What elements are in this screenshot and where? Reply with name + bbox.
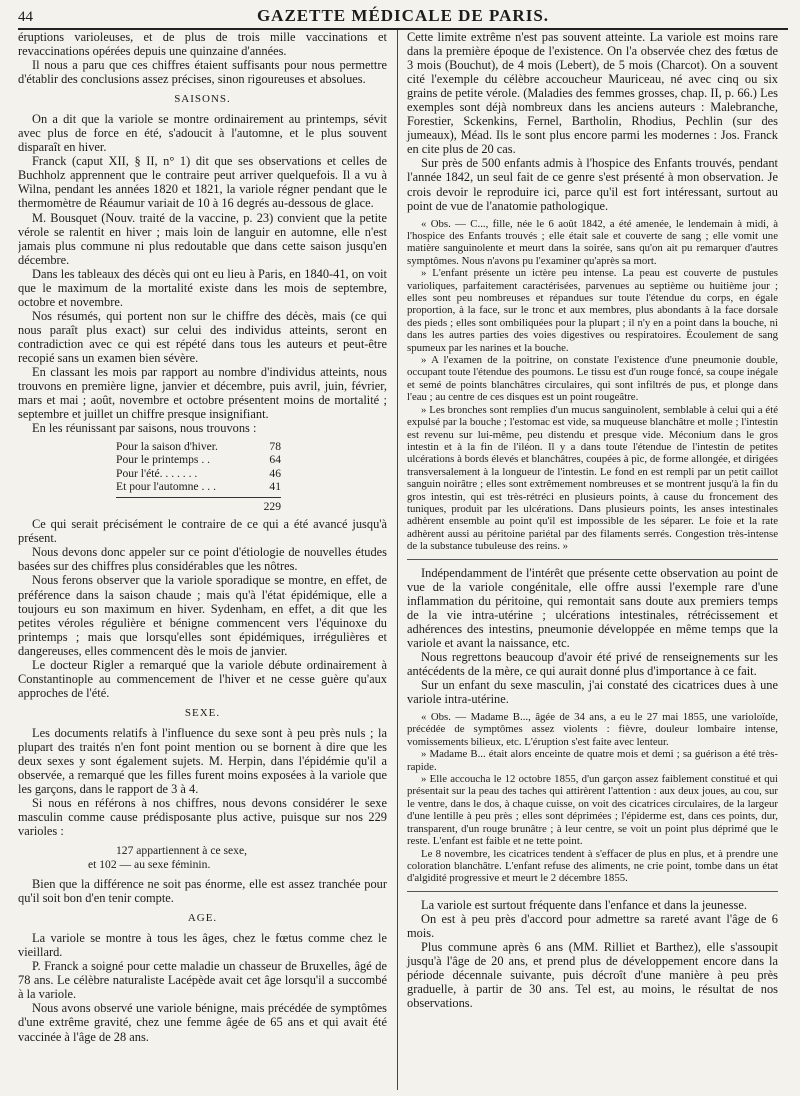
season-total: 229 (116, 497, 281, 513)
paragraph: Nous regrettons beaucoup d'avoir été privé de renseignements sur les antécédents de la mère, ce qui aurait donné plus d'importance à ce fait. (407, 649, 778, 678)
season-label: Pour l'été. . . . . . . (116, 466, 198, 480)
season-label: Et pour l'automne . . . (116, 479, 216, 493)
table-row (116, 440, 281, 453)
season-label: Pour la saison d'hiver. (116, 440, 218, 454)
divider (407, 559, 778, 560)
page-number: 44 (18, 9, 33, 25)
paragraph: Nous ferons observer que la variole sporadique se montre, en effet, de préférence dans la saison chaude ; mais qu'à l'état épidémique, elle a toujours eu son maximum en hiver. Sydenham, en effet, a dit que les petites véroles régulière et bénigne commencent vers l'équinoxe du printemps ; mais que lorsqu'elles sont épidémiques, irrégulières et dangereuses, elles commencent dès le mois de janvier. (18, 573, 387, 658)
observation-block-1 (407, 218, 778, 553)
paragraph: Cette limite extrême n'est pas souvent atteinte. La variole est moins rare dans la première époque de l'existence. On l'a observée chez des fœtus de 3 mois (Bouchut), de 4 mois (Lebert), de 5 mois (Charcot). On a souvent cité l'exemple du célèbre accoucheur Mauriceau, né avec cinq ou six grains de petite vérole. (Maladies des femmes grosses, chap. II, p. 66.) Les exemples sont déjà nombreux dans les anciens auteurs : Malebranche, Forestier, Sckenkins, Fernel, Bartholin, Rhodius, Pechlin (sur des jumeaux), Méad. Ils le sont plus encore parmi les modernes : Jos. Franck en cite plus de 20 cas. (407, 30, 778, 157)
paragraph: Le docteur Rigler a remarqué que la variole débute ordinairement à Constantinople au commencement de l'hiver et ne cesse guère qu'aux approches de l'été. (18, 657, 387, 700)
journal-title: GAZETTE MÉDICALE DE PARIS. (256, 6, 550, 25)
season-value: 46 (269, 466, 281, 480)
paragraph: Franck (caput XII, § II, n° 1) dit que ses observations et celles de Buchholz apprennent que le contraire peut arriver quelquefois. Il a vu à Wilna, pendant les années 1820 et 1821, la variole régner pendant que le thermomètre de Réaumur variait de 10 à 16 degrés au-dessous de glace. (18, 154, 387, 211)
observation-paragraph: « Obs. — Madame B..., âgée de 34 ans, a eu le 27 mai 1855, une varioloïde, précédée de symptômes assez violents : fièvre, douleur lombaire intense, vomissements bilieux, etc. L'éruption s'est faite avec lenteur. (407, 711, 778, 748)
observation-paragraph: » L'enfant présente un ictère peu intense. La peau est couverte de pustules varioliques, parfaitement caractérisées, parvenues au septième ou huitième jour ; elles sont peu nombreuses et répandues sur toute l'étendue du corps, en égale proportion, à la face, sur le tronc et aux membres, plus abondants à la face dorsale des pieds ; elles sont ombiliquées pour la plupart ; il n'y en a point dans la bouche, ni dans les autres parties des voies digestives ou respiratoires. Écoulement de sang spumeux par les narines et la bouche. (407, 267, 778, 354)
observation-block-2 (407, 711, 778, 885)
page-header (18, 6, 788, 30)
sexe-figures (88, 844, 387, 871)
season-value: 64 (269, 453, 281, 467)
season-table (116, 440, 387, 513)
left-column (18, 30, 398, 1090)
divider (407, 891, 778, 892)
paragraph: M. Bousquet (Nouv. traité de la vaccine, p. 23) convient que la petite vérole se ralentit en hiver ; mais loin de languir en automne, elle n'est jamais plus commune ni plus redoutable que dans cette saison jusqu'en décembre. (18, 210, 387, 267)
section-heading-sexe: SEXE. (184, 706, 221, 719)
paragraph: On est à peu près d'accord pour admettre sa rareté avant l'âge de 6 mois. (407, 911, 778, 940)
observation-paragraph: » Les bronches sont remplies d'un mucus sanguinolent, semblable à celui qui a été expulsé par la bouche ; l'estomac est vide, sa muqueuse blanchâtre et molle ; l'intestin est revenu sur lui-même, peu distendu et presque vide. Méconium dans le gros intestin et à la fin de l'iléon. Il y a dans toute l'étendue de l'intestin de petites ulcérations à bords élevés et blanchâtres, coupées à pic, de forme allongée, et dirigées transversalement à la longueur de l'intestin. Le fond en est rempli par un petit caillot sanguin noirâtre ; elles sont extrêmement nombreuses et se montrent jusqu'à la fin du gros intestin, qui est très-rétréci en plusieurs points, à cause du froncement des tuniques, produit par les ulcérations. Dans plusieurs points, les anses intestinales adhèrent ensemble au point qu'il est impossible de les séparer. Le foie et la rate adhèrent aussi au péritoine pariétal par des filaments serrés. Congestion très-intense de la substance tubuleuse des reins. » (407, 403, 778, 553)
season-label: Pour le printemps . . (116, 453, 211, 467)
section-heading-saisons: SAISONS. (174, 93, 231, 106)
observation-paragraph: » Elle accoucha le 12 octobre 1855, d'un garçon assez faiblement constitué et qui présentait sur la peau des taches qui attirèrent l'attention : aux deux joues, au cou, sur le ventre, dans le dos, à chaque cuisse, on voit des cicatrices circulaires, de la largeur d'une lentille à peu près ; elles sont déprimées ; l'épiderme est, dans ces points, dur, transparent, d'un rouge brunâtre ; à leur centre, se voit un point plus déprimé que le reste. L'enfant est faible et ne tette point. (407, 773, 778, 848)
observation-paragraph: » Madame B... était alors enceinte de quatre mois et demi ; sa guérison a été très-rapide. (407, 748, 778, 773)
paragraph: Si nous en référons à nos chiffres, nous devons considérer le sexe masculin comme cause prédisposante plus active, puisque sur nos 229 varioles : (18, 796, 387, 839)
paragraph: Les documents relatifs à l'influence du sexe sont à peu près nuls ; la plupart des traités n'en font point mention ou se bornent à dire que les deux sexes y sont également sujets. M. Herpin, dans l'épidémie qu'il a observée, a remarqué que les filles furent moins exposées à la variole que les garçons, dans le rapport de 3 à 4. (18, 725, 387, 797)
paragraph: Nous devons donc appeler sur ce point d'étiologie de nouvelles études basées sur des chiffres plus considérables que les nôtres. (18, 545, 387, 574)
paragraph: La variole est surtout fréquente dans l'enfance et dans la jeunesse. (421, 897, 747, 912)
paragraph: Bien que la différence ne soit pas énorme, elle est assez tranchée pour qu'il soit bon d'en tenir compte. (18, 877, 387, 906)
paragraph: P. Franck a soigné pour cette maladie un chasseur de Bruxelles, âgé de 78 ans. Le célèbre naturaliste Lacépède avait cet âge lorsqu'il a succombé à la variole. (18, 959, 387, 1002)
paragraph: Ce qui serait précisément le contraire de ce qui a été avancé jusqu'à présent. (18, 517, 387, 546)
paragraph: Dans les tableaux des décès qui ont eu lieu à Paris, en 1840-41, on voit que le maximum de la mortalité existe dans les mois de septembre, octobre et novembre. (18, 266, 387, 309)
sexe-line-female: et 102 — au sexe féminin. (88, 857, 211, 871)
paragraph: éruptions varioleuses, et de plus de trois mille vaccinations et revaccinations opérées depuis une quinzaine d'années. (18, 30, 387, 59)
paragraph: Il nous a paru que ces chiffres étaient suffisants pour nous permettre d'établir des conclusions assez précises, sinon rigoureuses et absolues. (18, 58, 387, 87)
observation-paragraph: « Obs. — C..., fille, née le 6 août 1842, a été amenée, le lendemain à midi, à l'hospice des Enfants trouvés ; elle était sale et couverte de sang ; elle vomit une matière sanguinolente et meurt dans la soirée, sans qu'on ait pu remarquer d'autres symptômes. Nous n'avons pu l'examiner qu'après sa mort. (407, 217, 778, 267)
season-value: 78 (269, 440, 281, 454)
observation-paragraph: » A l'examen de la poitrine, on constate l'existence d'une pneumonie double, occupant toute l'étendue des poumons. Le tissu est d'un rouge foncé, sa coupe inégale et semé de points blanchâtres circulaires, qui sont infiltrés de pus, et plonge dans l'eau ; au centre de ces disques est un point rougeâtre. (407, 354, 778, 404)
season-value: 41 (269, 479, 281, 493)
two-column-body (18, 30, 788, 1090)
table-row (116, 480, 281, 493)
paragraph: En classant les mois par rapport au nombre d'individus atteints, nous trouvons en première ligne, janvier et décembre, puis avril, juin, février, mars et mai ; août, novembre et octobre présentent moins de mortalité ; septembre et juillet un chiffre presque insignifiant. (18, 365, 387, 422)
paragraph: Nous avons observé une variole bénigne, mais précédée de symptômes d'une extrême gravité, chez une femme âgée de 65 ans et qui avait été vaccinée à l'âge de 28 ans. (18, 1001, 387, 1044)
section-heading-age: AGE. (187, 912, 218, 925)
paragraph: Indépendamment de l'intérêt que présente cette observation au point de vue de la variole congénitale, elle offre aussi l'exemple rare d'une inflammation du péritoine, qui remontait sans doute aux premiers temps de la vie intra-utérine ; ulcérations intestinales, rétrécissement et adhérences des intestins, pneumonie développée en même temps que la variole et avant la naissance, etc. (407, 565, 778, 650)
paragraph: Plus commune après 6 ans (MM. Rilliet et Barthez), elle s'assoupit jusqu'à l'âge de 20 ans, et prend plus de développement encore dans la période décennale suivante, puis décroît d'une manière à peu près graduelle, à partir de 30 ans. Tel est, au moins, le résultat de nos observations. (407, 939, 778, 1011)
paragraph: La variole se montre à tous les âges, chez le fœtus comme chez le vieillard. (18, 931, 387, 960)
sexe-line-male: 127 appartiennent à ce sexe, (116, 844, 248, 858)
right-column (398, 30, 778, 1090)
paragraph: Sur près de 500 enfants admis à l'hospice des Enfants trouvés, pendant l'année 1842, un seul fait de ce genre s'est présenté à mon observation. Je crois devoir le reproduire ici, parce qu'il est fort intéressant, surtout au point de vue de l'anatomie pathologique. (407, 156, 778, 213)
table-row (116, 467, 281, 480)
observation-paragraph: Le 8 novembre, les cicatrices tendent à s'effacer de plus en plus, et à prendre une coloration blanchâtre. L'enfant refuse des aliments, ne crie point, tombe dans un état d'algidité progressive et meurt le 2 décembre 1855. (407, 847, 778, 885)
table-row (116, 453, 281, 466)
paragraph: Sur un enfant du sexe masculin, j'ai constaté des cicatrices dues à une variole intra-utérine. (407, 677, 778, 706)
paragraph: En les réunissant par saisons, nous trouvons : (32, 421, 257, 436)
paragraph: Nos résumés, qui portent non sur le chiffre des décès, mais (ce qui nous paraît plus exact) sur celui des individus atteints, seront en contradiction avec ce qui est répété dans tous les auteurs et peut-être recopié sans un examen bien sévère. (18, 308, 387, 365)
paragraph: On a dit que la variole se montre ordinairement au printemps, sévit avec plus de force en été, s'adoucit à l'automne, et le plus souvent disparaît en hiver. (18, 112, 387, 155)
